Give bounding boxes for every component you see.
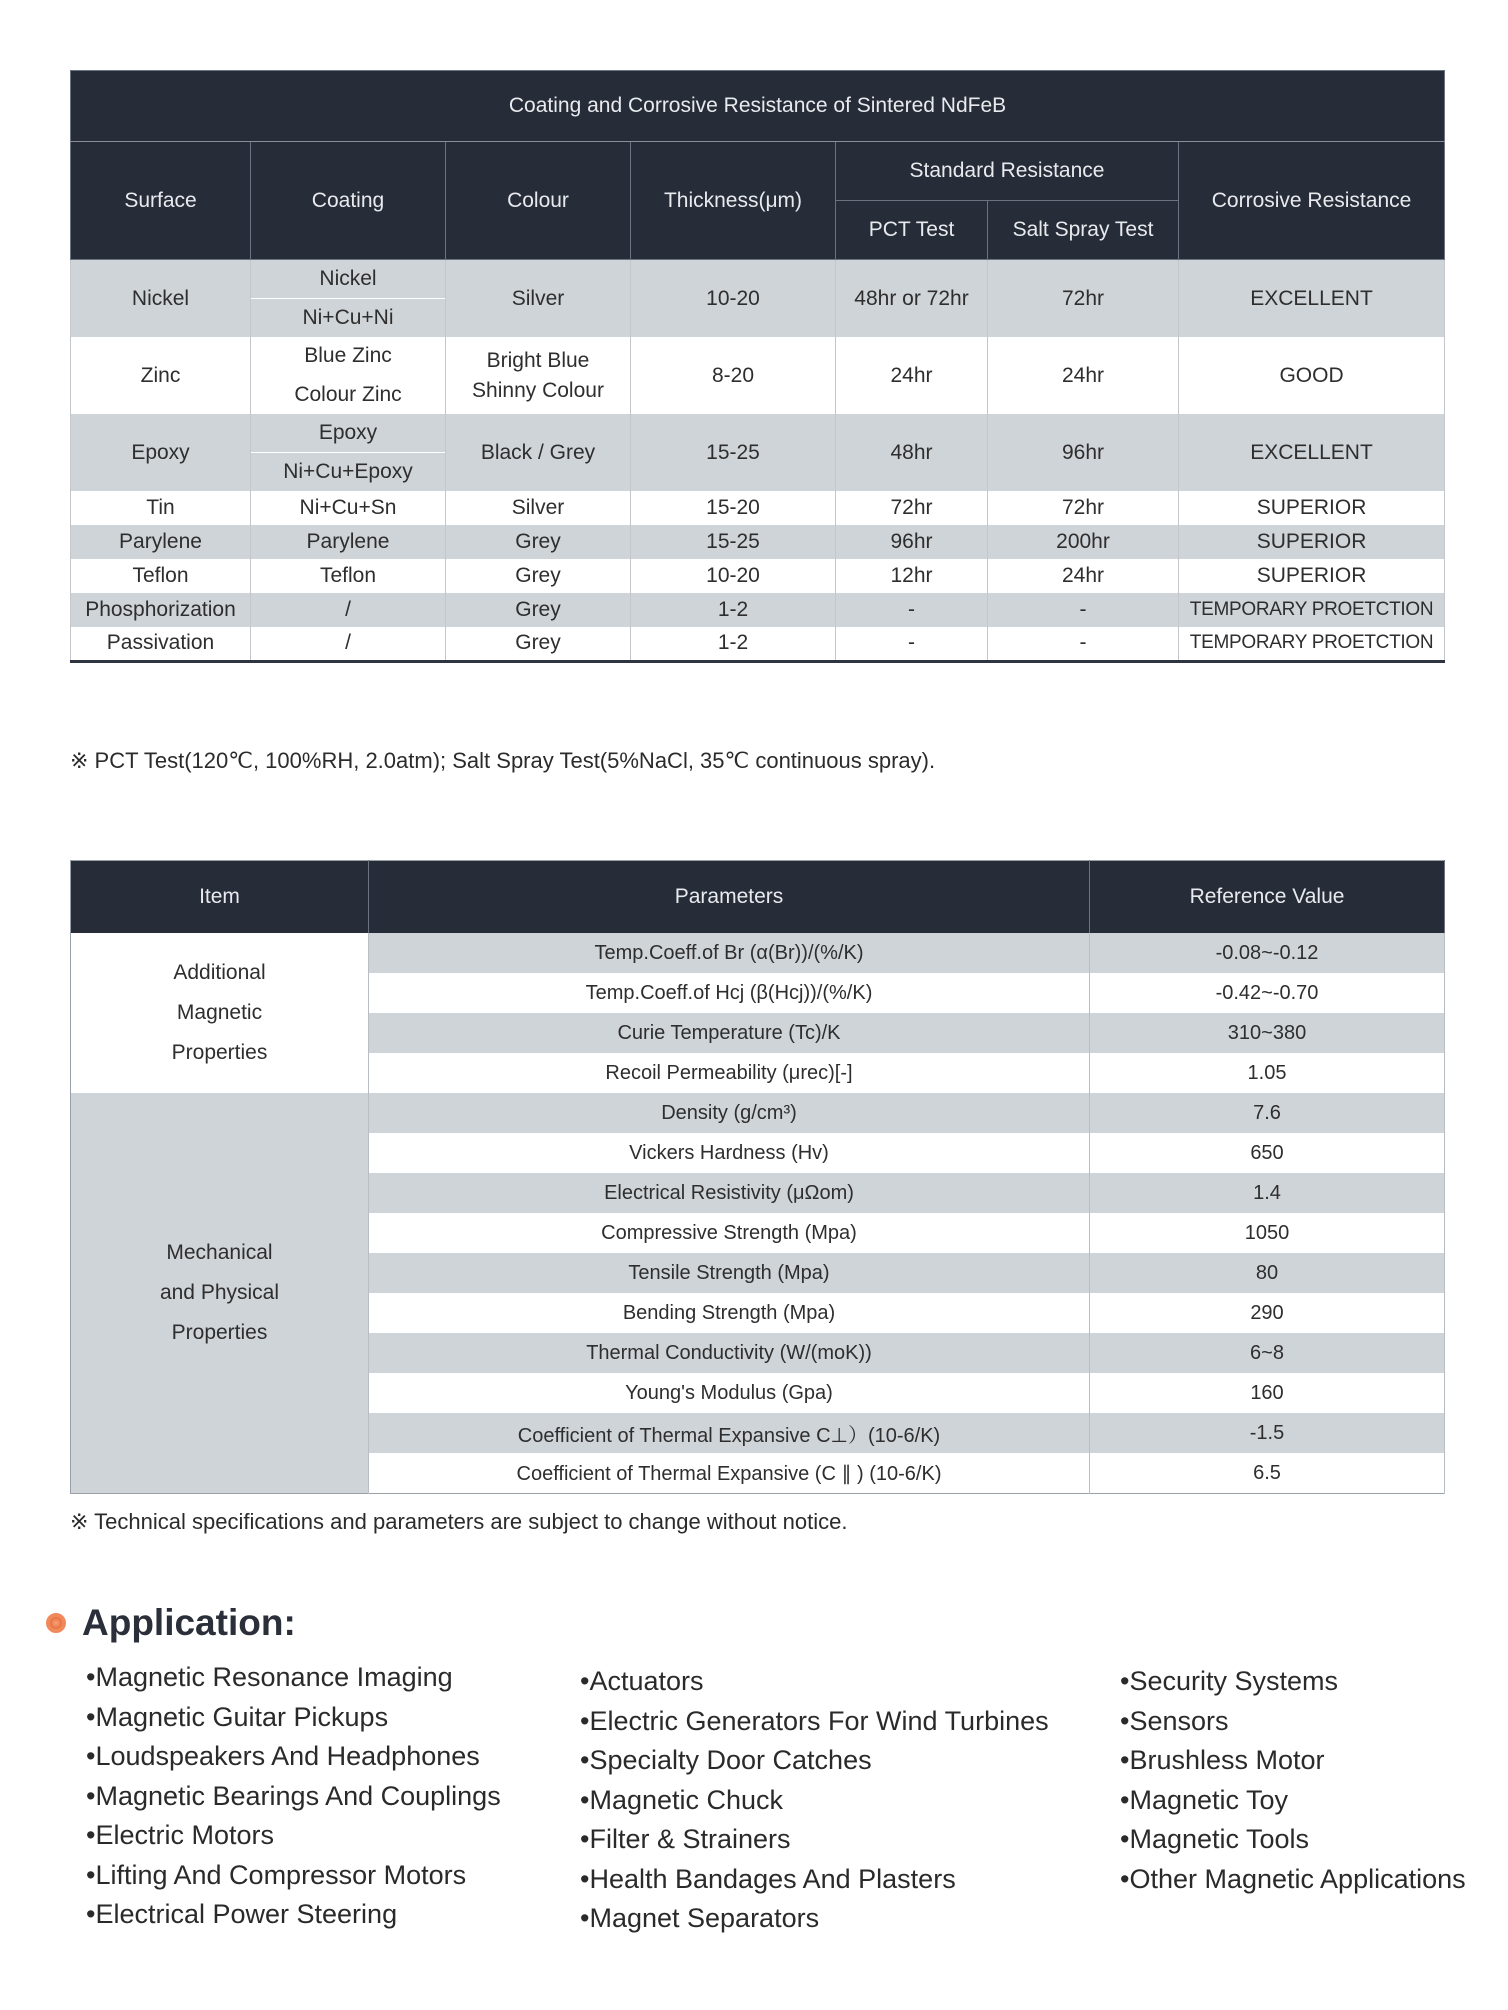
table-row	[71, 933, 1445, 973]
parameter-cell: Compressive Strength (Mpa)	[369, 1213, 1090, 1253]
coating-cell	[251, 593, 446, 627]
colour-cell	[446, 414, 631, 491]
coating-cell	[251, 627, 446, 661]
coating-cell	[251, 525, 446, 559]
header-salt-spray-test: Salt Spray Test	[988, 201, 1179, 260]
reference-value-cell: -0.08~-0.12	[1090, 933, 1445, 973]
parameter-cell: Tensile Strength (Mpa)	[369, 1253, 1090, 1293]
application-item: •Sensors	[1120, 1705, 1229, 1736]
application-item: •Magnetic Tools	[1120, 1824, 1310, 1854]
thickness-cell: 8-20	[631, 337, 836, 414]
coating-line: Colour Zinc	[251, 375, 445, 414]
application-item: •Electrical Power Steering	[86, 1899, 398, 1929]
parameter-cell: Coefficient of Thermal Expansive C⊥）(10-6/K)	[369, 1413, 1090, 1453]
parameter-cell: Coefficient of Thermal Expansive (C ∥ ) (10-6/K)	[369, 1453, 1090, 1494]
surface-cell: Nickel	[71, 260, 251, 338]
coating-cell	[251, 414, 446, 491]
corrosive-resistance-cell: GOOD	[1179, 337, 1445, 414]
coating-resistance-table	[70, 70, 1445, 663]
reference-value-cell: 6.5	[1090, 1453, 1445, 1494]
application-item: •Loudspeakers And Headphones	[86, 1741, 480, 1771]
application-item: •Magnetic Resonance Imaging	[86, 1662, 453, 1692]
application-list-column-3	[1120, 1662, 1466, 1899]
application-item: •Filter & Strainers	[580, 1824, 791, 1854]
colour-line: Bright Blue	[486, 348, 590, 372]
parameter-cell: Vickers Hardness (Hv)	[369, 1133, 1090, 1173]
application-item: •Magnet Separators	[580, 1903, 820, 1933]
parameter-cell: Electrical Resistivity (μΩom)	[369, 1173, 1090, 1213]
corrosive-resistance-cell: SUPERIOR	[1179, 559, 1445, 593]
parameter-cell: Young's Modulus (Gpa)	[369, 1373, 1090, 1413]
header-item: Item	[71, 861, 369, 934]
table-row	[71, 260, 1445, 338]
colour-line: Black / Grey	[480, 440, 596, 464]
reference-value-cell: 160	[1090, 1373, 1445, 1413]
parameter-cell: Recoil Permeability (μrec)[-]	[369, 1053, 1090, 1093]
colour-cell	[446, 260, 631, 338]
colour-cell	[446, 593, 631, 627]
salt-spray-cell: 24hr	[988, 337, 1179, 414]
salt-spray-cell: 96hr	[988, 414, 1179, 491]
reference-value-cell: -0.42~-0.70	[1090, 973, 1445, 1013]
coating-line: Blue Zinc	[304, 344, 392, 367]
pct-test-cell: 96hr	[836, 525, 988, 559]
coating-line: Teflon	[319, 564, 377, 587]
item-label-line: Additional	[173, 961, 266, 984]
item-label-line: Mechanical	[166, 1241, 273, 1264]
coating-line: Ni+Cu+Sn	[299, 496, 397, 519]
reference-value-cell: 310~380	[1090, 1013, 1445, 1053]
thickness-cell: 1-2	[631, 627, 836, 661]
parameter-cell: Curie Temperature (Tc)/K	[369, 1013, 1090, 1053]
coating-cell	[251, 260, 446, 338]
pct-test-cell: 72hr	[836, 491, 988, 525]
table-row	[71, 491, 1445, 525]
application-title: Application:	[82, 1602, 296, 1643]
parameter-cell: Density (g/cm³)	[369, 1093, 1090, 1133]
reference-value-cell: -1.5	[1090, 1413, 1445, 1453]
item-label-line: and Physical	[159, 1281, 280, 1304]
colour-line: Grey	[515, 631, 561, 655]
application-item: •Actuators	[580, 1666, 704, 1696]
table-row	[71, 559, 1445, 593]
colour-line: Shinny Colour	[472, 378, 604, 402]
header-surface: Surface	[71, 142, 251, 260]
reference-value-cell: 1050	[1090, 1213, 1445, 1253]
parameter-cell: Bending Strength (Mpa)	[369, 1293, 1090, 1333]
colour-cell	[446, 337, 631, 414]
coating-table-note: ※ PCT Test(120℃, 100%RH, 2.0atm); Salt Spray Test(5%NaCl, 35℃ continuous spray).	[70, 748, 936, 773]
parameter-cell: Thermal Conductivity (W/(moK))	[369, 1333, 1090, 1373]
parameter-cell: Temp.Coeff.of Br (α(Br))/(%/K)	[369, 933, 1090, 973]
table-row	[71, 627, 1445, 661]
header-corrosive-resistance: Corrosive Resistance	[1179, 142, 1445, 260]
surface-cell: Teflon	[71, 559, 251, 593]
coating-line: Nickel	[319, 267, 377, 290]
properties-table	[70, 860, 1445, 1494]
application-item: •Health Bandages And Plasters	[580, 1863, 956, 1894]
colour-line: Grey	[515, 598, 561, 621]
coating-cell	[251, 337, 446, 414]
reference-value-cell: 6~8	[1090, 1333, 1445, 1373]
coating-cell	[251, 559, 446, 593]
reference-value-cell: 80	[1090, 1253, 1445, 1293]
application-item: •Other Magnetic Applications	[1120, 1863, 1466, 1894]
salt-spray-cell: -	[988, 627, 1179, 661]
table-row	[71, 1093, 1445, 1133]
colour-line: Grey	[515, 564, 561, 587]
table-title: Coating and Corrosive Resistance of Sintered NdFeB	[71, 71, 1445, 142]
table-row	[71, 414, 1445, 491]
corrosive-resistance-cell: SUPERIOR	[1179, 491, 1445, 525]
surface-cell: Parylene	[71, 525, 251, 559]
thickness-cell: 15-25	[631, 525, 836, 559]
colour-cell	[446, 627, 631, 661]
corrosive-resistance-cell: EXCELLENT	[1179, 414, 1445, 491]
item-label-line: Magnetic	[176, 1001, 263, 1024]
salt-spray-cell: -	[988, 593, 1179, 627]
thickness-cell: 1-2	[631, 593, 836, 627]
circle-bullet-icon	[46, 1613, 66, 1633]
surface-cell: Phosphorization	[71, 593, 251, 627]
application-item: •Magnetic Chuck	[580, 1784, 784, 1815]
header-colour: Colour	[446, 142, 631, 260]
colour-line: Grey	[515, 530, 561, 553]
header-reference-value: Reference Value	[1090, 861, 1445, 934]
reference-value-cell: 1.4	[1090, 1173, 1445, 1213]
coating-line: Parylene	[306, 530, 390, 553]
coating-line: Ni+Cu+Epoxy	[251, 452, 445, 491]
application-item: •Magnetic Bearings And Couplings	[86, 1780, 501, 1811]
thickness-cell: 10-20	[631, 260, 836, 338]
item-label-line: Properties	[171, 1041, 268, 1064]
corrosive-resistance-cell: TEMPORARY PROETCTION	[1179, 593, 1445, 627]
table-row	[71, 525, 1445, 559]
surface-cell: Passivation	[71, 627, 251, 661]
colour-cell	[446, 525, 631, 559]
item-group-cell	[71, 933, 369, 1093]
surface-cell: Tin	[71, 491, 251, 525]
reference-value-cell: 650	[1090, 1133, 1445, 1173]
header-standard-resistance: Standard Resistance	[836, 142, 1179, 201]
salt-spray-cell: 72hr	[988, 491, 1179, 525]
reference-value-cell: 290	[1090, 1293, 1445, 1333]
properties-table-note: ※ Technical specifications and parameters are subject to change without notice.	[70, 1509, 848, 1534]
pct-test-cell: 48hr or 72hr	[836, 260, 988, 338]
coating-line: Ni+Cu+Ni	[251, 298, 445, 337]
coating-line: /	[345, 598, 351, 621]
corrosive-resistance-cell: EXCELLENT	[1179, 260, 1445, 338]
application-item: •Brushless Motor	[1120, 1745, 1325, 1775]
application-item: •Magnetic Guitar Pickups	[86, 1701, 389, 1732]
colour-cell	[446, 491, 631, 525]
application-item: •Magnetic Toy	[1120, 1784, 1289, 1815]
application-item: •Specialty Door Catches	[580, 1745, 872, 1775]
item-group-cell	[71, 1093, 369, 1494]
table-row	[71, 593, 1445, 627]
pct-test-cell: -	[836, 627, 988, 661]
colour-line: Silver	[511, 496, 565, 519]
pct-test-cell: 24hr	[836, 337, 988, 414]
application-list-column-2	[580, 1662, 1049, 1939]
application-section	[46, 1598, 1486, 1933]
properties-table-body	[71, 933, 1445, 1494]
salt-spray-cell: 24hr	[988, 559, 1179, 593]
coating-line: Epoxy	[318, 421, 378, 444]
header-thickness: Thickness(μm)	[631, 142, 836, 260]
salt-spray-cell: 72hr	[988, 260, 1179, 338]
coating-table-body	[71, 260, 1445, 662]
colour-line: Silver	[511, 286, 565, 310]
corrosive-resistance-cell: SUPERIOR	[1179, 525, 1445, 559]
pct-test-cell: -	[836, 593, 988, 627]
coating-line: /	[345, 631, 351, 655]
reference-value-cell: 1.05	[1090, 1053, 1445, 1093]
surface-cell: Epoxy	[71, 414, 251, 491]
header-coating: Coating	[251, 142, 446, 260]
application-list-column-1	[86, 1658, 501, 1935]
pct-test-cell: 48hr	[836, 414, 988, 491]
colour-cell	[446, 559, 631, 593]
thickness-cell: 15-20	[631, 491, 836, 525]
reference-value-cell: 7.6	[1090, 1093, 1445, 1133]
application-item: •Electric Motors	[86, 1820, 274, 1850]
corrosive-resistance-cell: TEMPORARY PROETCTION	[1179, 627, 1445, 661]
item-label-line: Properties	[171, 1321, 268, 1344]
application-item: •Lifting And Compressor Motors	[86, 1859, 467, 1890]
table-row	[71, 337, 1445, 414]
application-heading	[46, 1598, 1486, 1648]
header-parameters: Parameters	[369, 861, 1090, 934]
thickness-cell: 15-25	[631, 414, 836, 491]
salt-spray-cell: 200hr	[988, 525, 1179, 559]
thickness-cell: 10-20	[631, 559, 836, 593]
pct-test-cell: 12hr	[836, 559, 988, 593]
surface-cell: Zinc	[71, 337, 251, 414]
application-item: •Electric Generators For Wind Turbines	[580, 1705, 1049, 1736]
application-item: •Security Systems	[1120, 1666, 1339, 1696]
coating-cell	[251, 491, 446, 525]
header-pct-test: PCT Test	[836, 201, 988, 260]
parameter-cell: Temp.Coeff.of Hcj (β(Hcj))/(%/K)	[369, 973, 1090, 1013]
